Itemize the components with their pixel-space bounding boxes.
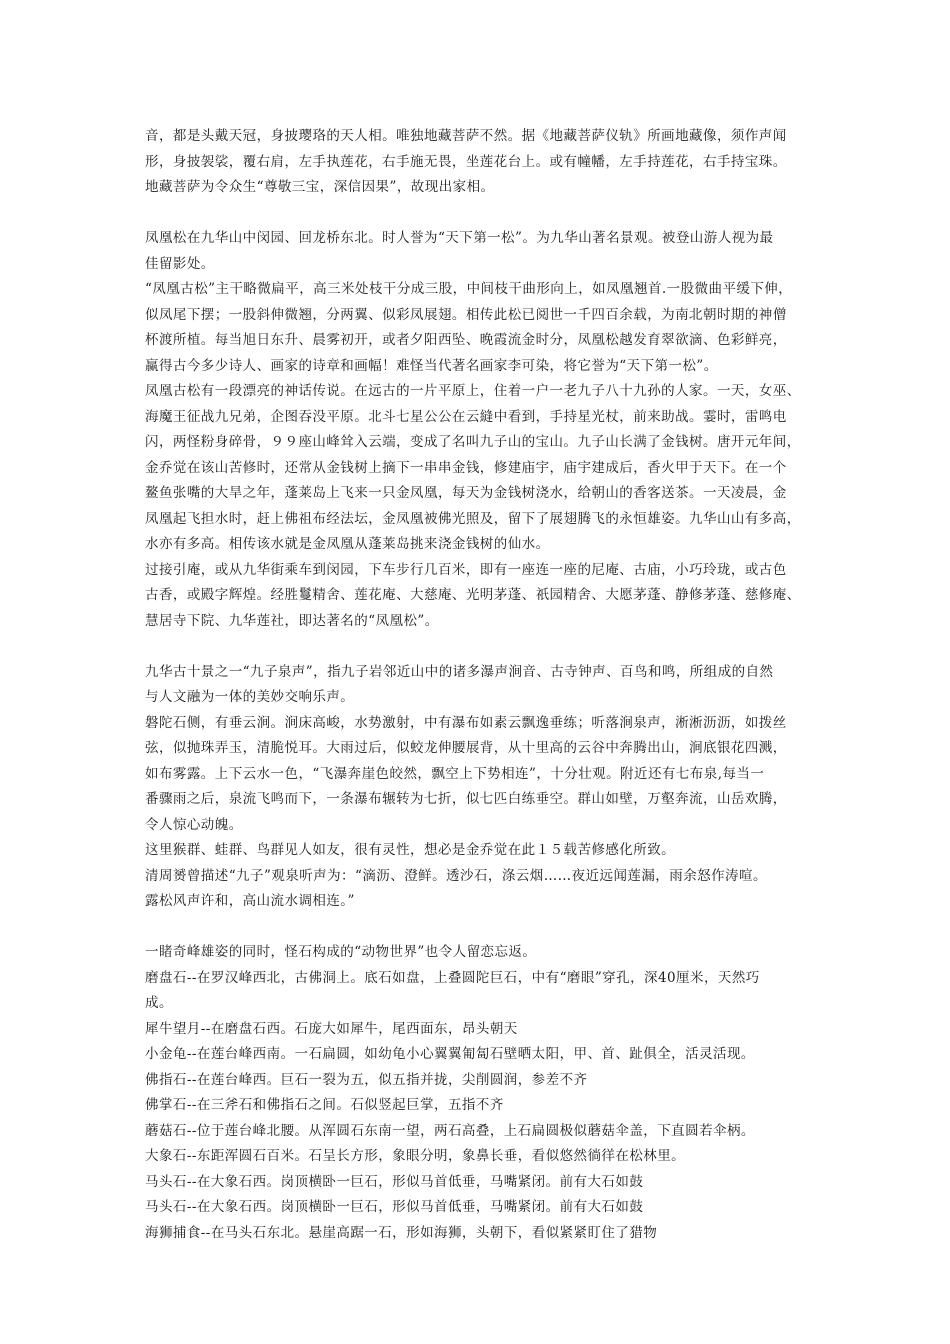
text-line: 过接引庵，或从九华街乘车到闵园，下车步行几百米，即有一座连一座的尼庵、古庙，小巧玲珑，或古色	[145, 561, 787, 578]
text-line: 一睹奇峰雄姿的同时，怪石构成的“动物世界”也令人留恋忘返。	[145, 944, 537, 960]
paragraph-phoenix-pine-intro	[145, 226, 815, 277]
text-line: 与人文融为一体的美妙交响乐声。	[145, 689, 355, 705]
paragraph-spring-sound-animals	[145, 838, 815, 864]
text-line: 马头石--在大象石西。岗顶横卧一巨石，形似马首低垂，马嘴紧闭。前有大石如鼓	[145, 1173, 644, 1190]
paragraph-rock-horse-head	[145, 1170, 815, 1196]
paragraph-phoenix-pine-shape	[145, 277, 815, 379]
text-line: 露松风声许和，高山流水调相连。”	[145, 893, 355, 909]
paragraph-rock-turtle	[145, 1042, 815, 1068]
paragraph-phoenix-pine-route	[145, 558, 815, 635]
paragraph-rocks-intro	[145, 940, 815, 966]
text-line: 成。	[145, 995, 173, 1011]
section-gap	[145, 634, 815, 660]
text-line: 鳌鱼张嘴的大旱之年，蓬莱岛上飞来一只金凤凰，每天为金钱树浇水，给朝山的香客送茶。一天凌晨，金	[145, 485, 787, 501]
text-line: “凤凰古松”主干略微扁平，高三米处枝干分成三股，中间枝干曲形向上，如凤凰翘首.一股微曲平缓下伸，	[145, 281, 793, 297]
text-line: 犀牛望月--在磨盘石西。石庞大如犀牛，尾西面东，昂头朝天	[145, 1020, 518, 1037]
text-line: 番骤雨之后，泉流飞鸣而下，一条瀑布辗转为七折，似七匹白练垂空。群山如壁，万壑奔流，山岳欢腾，	[145, 791, 787, 807]
text-line: 古香，或殿字辉煌。经胜鬘精舍、莲花庵、大慈庵、光明茅蓬、祇园精舍、大愿茅蓬、静修茅蓬、慈修庵、	[145, 587, 801, 603]
text-line: 凤凰起飞担水时，赶上佛祖布经法坛，金凤凰被佛光照及，留下了展翅腾飞的永恒雄姿。九华山山有多高，	[145, 510, 801, 527]
text-line: 如布雾露。上下云水一色，“飞瀑奔崖色皎然，飘空上下势相连”，十分壮观。附近还有七布泉,每当一	[145, 765, 765, 782]
text-line: 马头石--在大象石西。岗顶横卧一巨石，形似马首低垂，马嘴紧闭。前有大石如鼓	[145, 1199, 644, 1215]
text-line: 音，都是头戴天冠，身披璎珞的天人相。唯独地藏菩萨不然。据《地藏菩萨仪轨》所画地藏像，须作声闻	[145, 128, 787, 144]
paragraph-rock-mushroom	[145, 1119, 815, 1145]
paragraph-rock-elephant	[145, 1144, 815, 1170]
paragraph-spring-sound-intro	[145, 660, 815, 711]
text-line: 慧居寺下院、九华莲社，即达著名的“凤凰松”。	[145, 612, 439, 629]
text-line: 闪，两怪粉身碎骨，９９座山峰耸入云端，变成了名叫九子山的宝山。九子山长满了金钱树。唐开元年间，	[145, 434, 801, 450]
text-line: 这里猴群、蛙群、鸟群见人如友，很有灵性，想必是金乔觉在此１５载苦修感化所致。	[145, 842, 676, 858]
paragraph-rock-rhino	[145, 1017, 815, 1043]
text-line: 佛指石--在莲台峰西。巨石一裂为五，似五指并拢，尖削圆润，参差不齐	[145, 1071, 588, 1088]
text-line: 似凤尾下摆；一股斜伸微翘，分两翼、似彩凤展翅。相传此松已阅世一千四百余载，为南北朝时期的神僧	[145, 306, 787, 323]
document-body	[145, 124, 815, 1246]
text-line: 形，身披袈裟，覆右肩，左手执莲花，右手施无畏，坐莲花台上。或有幢幡，左手持莲花，右手持宝珠。	[145, 153, 787, 170]
text-line: 海狮捕食--在马头石东北。悬崖高踞一石，形如海狮，头朝下，看似紧紧盯住了猎物	[145, 1224, 658, 1241]
paragraph-rock-buddha-palm	[145, 1093, 815, 1119]
text-line: 地藏菩萨为令众生“尊敬三宝，深信因果”，故现出家相。	[145, 179, 495, 195]
text-line: 凤凰古松有一段漂亮的神话传说。在远古的一片平原上，住着一户一老九子八十九孙的人家。一天，女巫、	[145, 383, 801, 399]
paragraph-rock-buddha-finger	[145, 1068, 815, 1094]
text-line: 磨盘石--在罗汉峰西北，古佛洞上。底石如盘，上叠圆陀巨石，中有“磨眼”穿孔，深40厘米，天然巧	[145, 969, 760, 986]
section-gap	[145, 201, 815, 227]
paragraph-rock-millstone	[145, 966, 815, 1017]
text-line: 海魔王征战九兄弟，企图吞没平原。北斗七星公公在云縫中看到，手持星光杖，前来助战。霎时，雷鸣电	[145, 408, 787, 425]
text-line: 金乔觉在该山苦修时，还常从金钱树上摘下一串串金钱，修建庙宇，庙宇建成后，香火甲于天下。在一个	[145, 459, 787, 476]
text-line: 佛掌石--在三斧石和佛指石之间。石似竖起巨掌，五指不齐	[145, 1097, 504, 1113]
text-line: 弦，似抛珠弄玉，清脆悦耳。大雨过后，似蛟龙伸腰展背，从十里高的云谷中奔腾出山，涧底银花四溅，	[145, 740, 787, 756]
paragraph-spring-sound-waterfall	[145, 711, 815, 839]
text-line: 水亦有多高。相传该水就是金凤凰从蓬莱岛挑来浇金钱树的仙水。	[145, 536, 550, 552]
paragraph-rock-horse-head-repeat	[145, 1195, 815, 1221]
text-line: 令人惊心动魄。	[145, 816, 243, 833]
text-line: 凤凰松在九华山中闵园、回龙桥东北。时人誉为“天下第一松”。为九华山著名景观。被登山游人视为最	[145, 230, 774, 246]
paragraph-rock-sea-lion	[145, 1221, 815, 1247]
paragraph-dizang	[145, 124, 815, 201]
text-line: 杯渡所植。每当旭日东升、晨雾初开，或者夕阳西坠、晚霞流金时分，凤凰松越发育翠欲滴、色彩鲜亮，	[145, 332, 787, 348]
paragraph-spring-sound-poem	[145, 864, 815, 915]
text-line: 赢得古今多少诗人、画家的诗章和画幅！难怪当代著名画家李可染，将它誉为“天下第一松”。	[145, 357, 718, 374]
text-line: 佳留影处。	[145, 255, 215, 272]
text-line: 磐陀石侧，有垂云涧。涧床高峻，水势激射，中有瀑布如素云飘逸垂练；听落涧泉声，淅淅沥沥，如拨丝	[145, 714, 787, 731]
text-line: 小金龟--在莲台峰西南。一石扁圆，如幼龟小心翼翼匍匐石壁晒太阳，甲、首、趾俱全，活灵活现。	[145, 1046, 755, 1062]
paragraph-phoenix-pine-legend	[145, 379, 815, 558]
text-line: 大象石--东距浑圆石百米。石呈长方形，象眼分明，象鼻长垂，看似悠然徜徉在松林里。	[145, 1148, 686, 1164]
text-line: 九华古十景之一“九子泉声”，指九子岩邻近山中的诸多瀑声涧音、古寺钟声、百鸟和鸣，所组成的自然	[145, 663, 774, 680]
text-line: 清周赟曾描述“九子”观泉听声为：“滴沥、澄鲜。透沙石，涤云烟……夜近远闻莲漏，雨余怒作涛喧。	[145, 867, 767, 884]
text-line: 蘑菇石--位于莲台峰北腰。从浑圆石东南一望，两石高叠，上石扁圆极似蘑菇伞盖，下直圆若伞柄。	[145, 1122, 755, 1139]
section-gap	[145, 915, 815, 941]
